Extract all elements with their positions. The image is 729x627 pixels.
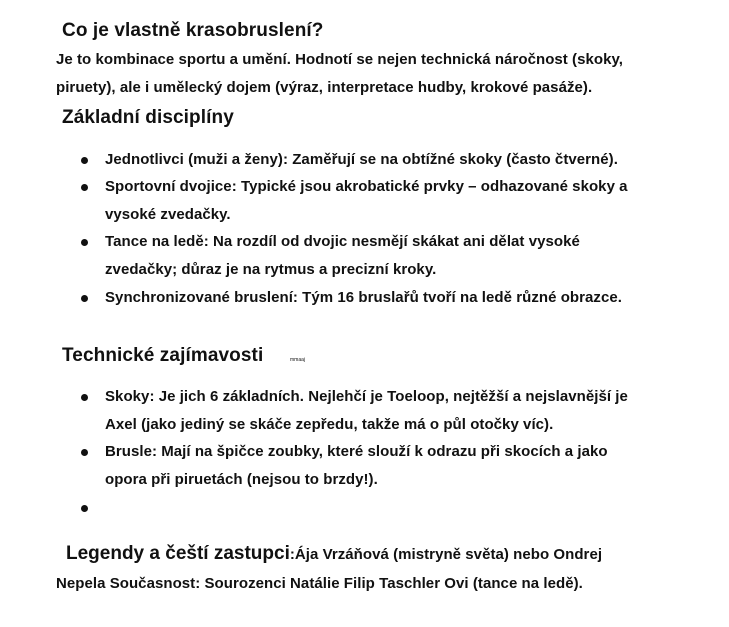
bullet-icon — [81, 394, 88, 401]
legends-text-line-2: Nepela Současnost: Sourozenci Natálie Filip Taschler Ovi (tance na ledě). — [56, 575, 583, 592]
heading-basic-disciplines: Základní disciplíny — [62, 107, 234, 128]
bullet-icon — [81, 295, 88, 302]
bullet-icon — [81, 449, 88, 456]
bullet-icon — [81, 157, 88, 164]
legends-text-line-1: :Ája Vrzáňová (mistryně světa) nebo Ondrej — [289, 546, 603, 563]
intro-paragraph-line-2: piruety), ale i umělecký dojem (výraz, interpretace hudby, krokové pasáže). — [56, 79, 593, 96]
list-item-ice-dance: Tance na ledě: Na rozdíl od dvojic nesmějí skákat ani dělat vysoké — [105, 233, 580, 250]
heading-legends: Legendy a čeští zastupci — [66, 543, 290, 564]
bullet-icon — [81, 184, 88, 191]
bullet-icon — [81, 505, 88, 512]
list-item-singles: Jednotlivci (muži a ženy): Zaměřují se na obtížné skoky (často čtverné). — [105, 151, 618, 168]
legends-line-1 — [66, 543, 602, 565]
bullet-icon — [81, 239, 88, 246]
list-item-synchronized: Synchronizované bruslení: Tým 16 bruslařů tvoří na ledě různé obrazce. — [105, 289, 622, 306]
list-item-skates-cont: opora při piruetách (nejsou to brzdy!). — [105, 471, 378, 488]
list-item-jumps-cont: Axel (jako jediný se skáče zepředu, takže má o půl otočky víc). — [105, 416, 554, 433]
heading-technical-facts: Technické zajímavosti — [62, 345, 264, 366]
tiny-note: mmaaj — [290, 357, 306, 363]
list-item-ice-dance-cont: zvedačky; důraz je na rytmus a precizní kroky. — [105, 261, 437, 278]
list-item-jumps: Skoky: Je jich 6 základních. Nejlehčí je Toeloop, nejtěžší a nejslavnější je — [105, 388, 628, 405]
list-item-skates: Brusle: Mají na špičce zoubky, které slouží k odrazu při skocích a jako — [105, 443, 608, 460]
intro-paragraph-line-1: Je to kombinace sportu a umění. Hodnotí se nejen technická náročnost (skoky, — [56, 51, 623, 68]
list-item-pairs-cont: vysoké zvedačky. — [105, 206, 231, 223]
heading-what-is-figure-skating: Co je vlastně krasobruslení? — [62, 20, 324, 41]
list-item-pairs: Sportovní dvojice: Typické jsou akrobatické prvky – odhazované skoky a — [105, 178, 628, 195]
